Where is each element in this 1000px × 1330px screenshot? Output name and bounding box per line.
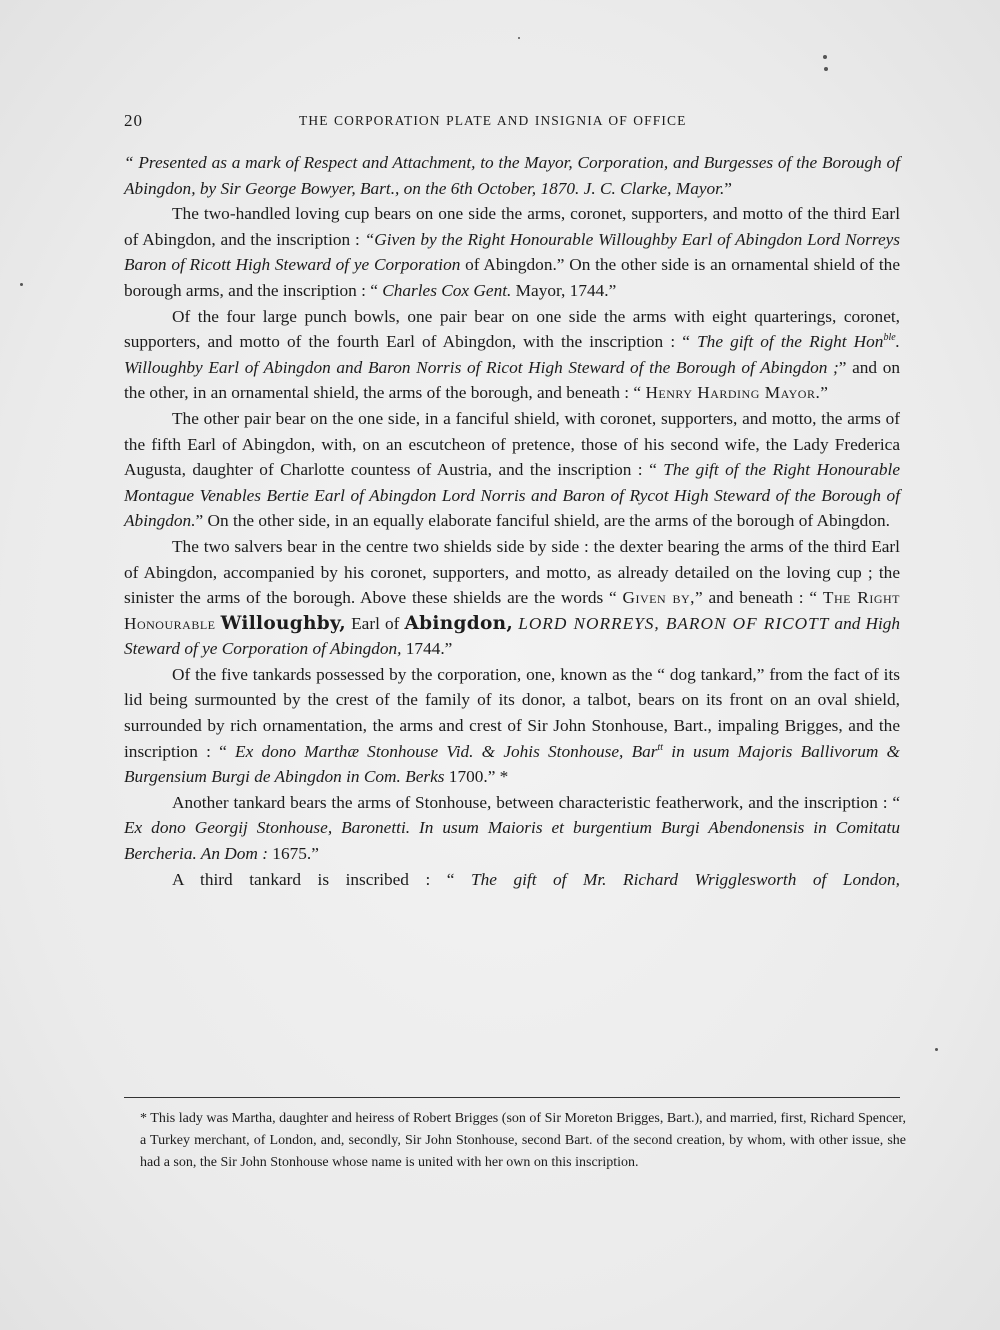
ink-speck [823, 55, 827, 59]
text-run: The two-handled loving cup bears on one side the arms, coronet, supporters, and motto of the third Earl of Abingdon, and the inscription : [124, 204, 900, 249]
text-run: 1675.” [267, 844, 319, 864]
small-caps-inscription: Given by, [622, 588, 695, 608]
paragraph-dog-tankard [124, 662, 900, 790]
footnote-text: * This lady was Martha, daughter and heiress of Robert Brigges (son of Sir Moreton Brigges, Bart.), and married, first, Richard Spencer, a Turkey merchant, of London, and, secondly, Sir John Stonhouse, second Bart. of the second creation, by whom, with other issue, she had a son, the Sir John Stonhouse whose name is united with her own on this inscription. [140, 1111, 906, 1170]
text-run: Of the four large punch bowls, one pair bear on one side the arms with eight quarterings, coronet, supporters, and motto of the fourth Earl of Abingdon, with the inscription : “ [124, 306, 900, 352]
ink-speck [824, 67, 828, 71]
paragraph-second-tankard [124, 790, 900, 867]
text-run: The two salvers bear in the centre two shields side by side : the dexter bearing the arms of the third Earl of Abingdon, accompanied by his coronet, supporters, and motto, as already detailed on the loving cup ; the sinister the arms of the borough. Above these shields are the words “ [124, 536, 900, 608]
inscription-text: Charles Cox Gent. [382, 280, 512, 300]
inscription-text: The gift of the Right Hon [697, 332, 884, 352]
inscription-text: . Willoughby Earl of Abingdon and Baron Norris of Ricot High Steward of the Borough of Abingdon ; [124, 332, 900, 377]
inscription-text: and High Steward of ye Corporation of Abingdon, [124, 613, 901, 659]
small-caps-inscription: The Right Honourable [124, 588, 900, 633]
inscription-caps: LORD NORREYS, BARON OF RICOTT [518, 613, 830, 633]
inscription-text: Ex dono Marthæ Stonhouse Vid. & Johis Stonhouse, Bar [235, 741, 658, 761]
paragraph-punch-bowls [124, 304, 900, 406]
ink-speck [935, 1048, 938, 1051]
blackletter-name: Abingdon, [404, 612, 514, 634]
ink-speck [20, 283, 23, 286]
inscription-text: The gift of Mr. Richard Wrigglesworth of London, [471, 869, 900, 889]
text-run: The other pair bear on the one side, in a fanciful shield, with coronet, supporters, and motto, the arms of the fifth Earl of Abingdon, with, on an escutcheon of pretence, those of his second wife, the Lady Frederica Augusta, daughter of Charlotte countess of Austria, and the inscription : “ [124, 408, 900, 480]
text-run: 1700.” * [444, 767, 509, 787]
running-head [124, 111, 900, 135]
inscription-text: Ex dono Georgij Stonhouse, Baronetti. In usum Maioris et burgentium Burgi Abendonensis in Comitatu Bercheria. An Dom : [124, 818, 900, 864]
small-caps-inscription: Henry Harding Mayor. [645, 383, 821, 403]
paragraph-salvers [124, 534, 900, 662]
inscription-text: “ Presented as a mark of Respect and Attachment, to the Mayor, Corporation, and Burgesses of the Borough of Abingdon, by Sir George Bowyer, Bart., on the 6th October, 1870. J. C. Clarke, Mayor. [124, 153, 900, 198]
text-run: A third tankard is inscribed : “ [172, 869, 471, 889]
text-run: ” [820, 383, 828, 403]
inscription-text: in usum Majoris Ballivorum & Burgensium Burgi de Abingdon in Com. Berks [124, 741, 900, 787]
paragraph-presentation-inscription [124, 150, 900, 201]
ink-speck [518, 37, 520, 39]
superscript: tt [657, 741, 664, 753]
text-run: of Abingdon.” On the other side is an ornamental shield of the borough arms, and the inscription : “ [124, 255, 900, 300]
footnote [140, 1108, 906, 1174]
text-run: ” and on the other, in an ornamental shield, the arms of the borough, and beneath : “ [124, 357, 901, 403]
paragraph-punch-bowls-second-pair [124, 406, 900, 534]
running-title: THE CORPORATION PLATE AND INSIGNIA OF OFFICE [299, 113, 687, 128]
inscription-text: The gift of the Right Honourable Montague Venables Bertie Earl of Abingdon Lord Norris and Baron of Rycot High Steward of the Borough of Abingdon. [124, 460, 900, 531]
text-run: ” [724, 178, 732, 198]
footnote-rule [124, 1097, 900, 1098]
text-run: 1744.” [401, 639, 453, 659]
text-run: Of the five tankards possessed by the corporation, one, known as the “ dog tankard,” from the fact of its lid being surmounted by the crest of the family of its donor, a talbot, bears on its front on an oval shield, surrounded by rich ornamentation, the arms and crest of Sir John Stonhouse, Bart., impaling Brigges, and the inscription : “ [124, 664, 900, 761]
text-run: Mayor, 1744.” [511, 280, 617, 300]
main-text [124, 150, 900, 892]
text-run: Another tankard bears the arms of Stonhouse, between characteristic featherwork, and the inscription : “ [172, 792, 900, 812]
superscript: ble [883, 332, 896, 344]
text-run: ” and beneath : “ [694, 588, 823, 608]
inscription-text: “Given by the Right Honourable Willoughby Earl of Abingdon Lord Norreys Baron of Ricott High Steward of ye Corporation [124, 229, 901, 275]
text-run: Earl of [345, 613, 405, 633]
paragraph-loving-cup [124, 201, 900, 303]
page-number: 20 [124, 111, 143, 130]
text-run: ” On the other side, in an equally elaborate fanciful shield, are the arms of the borough of Abingdon. [195, 511, 890, 531]
blackletter-name: Willoughby, [220, 612, 346, 634]
paragraph-third-tankard [124, 867, 900, 893]
